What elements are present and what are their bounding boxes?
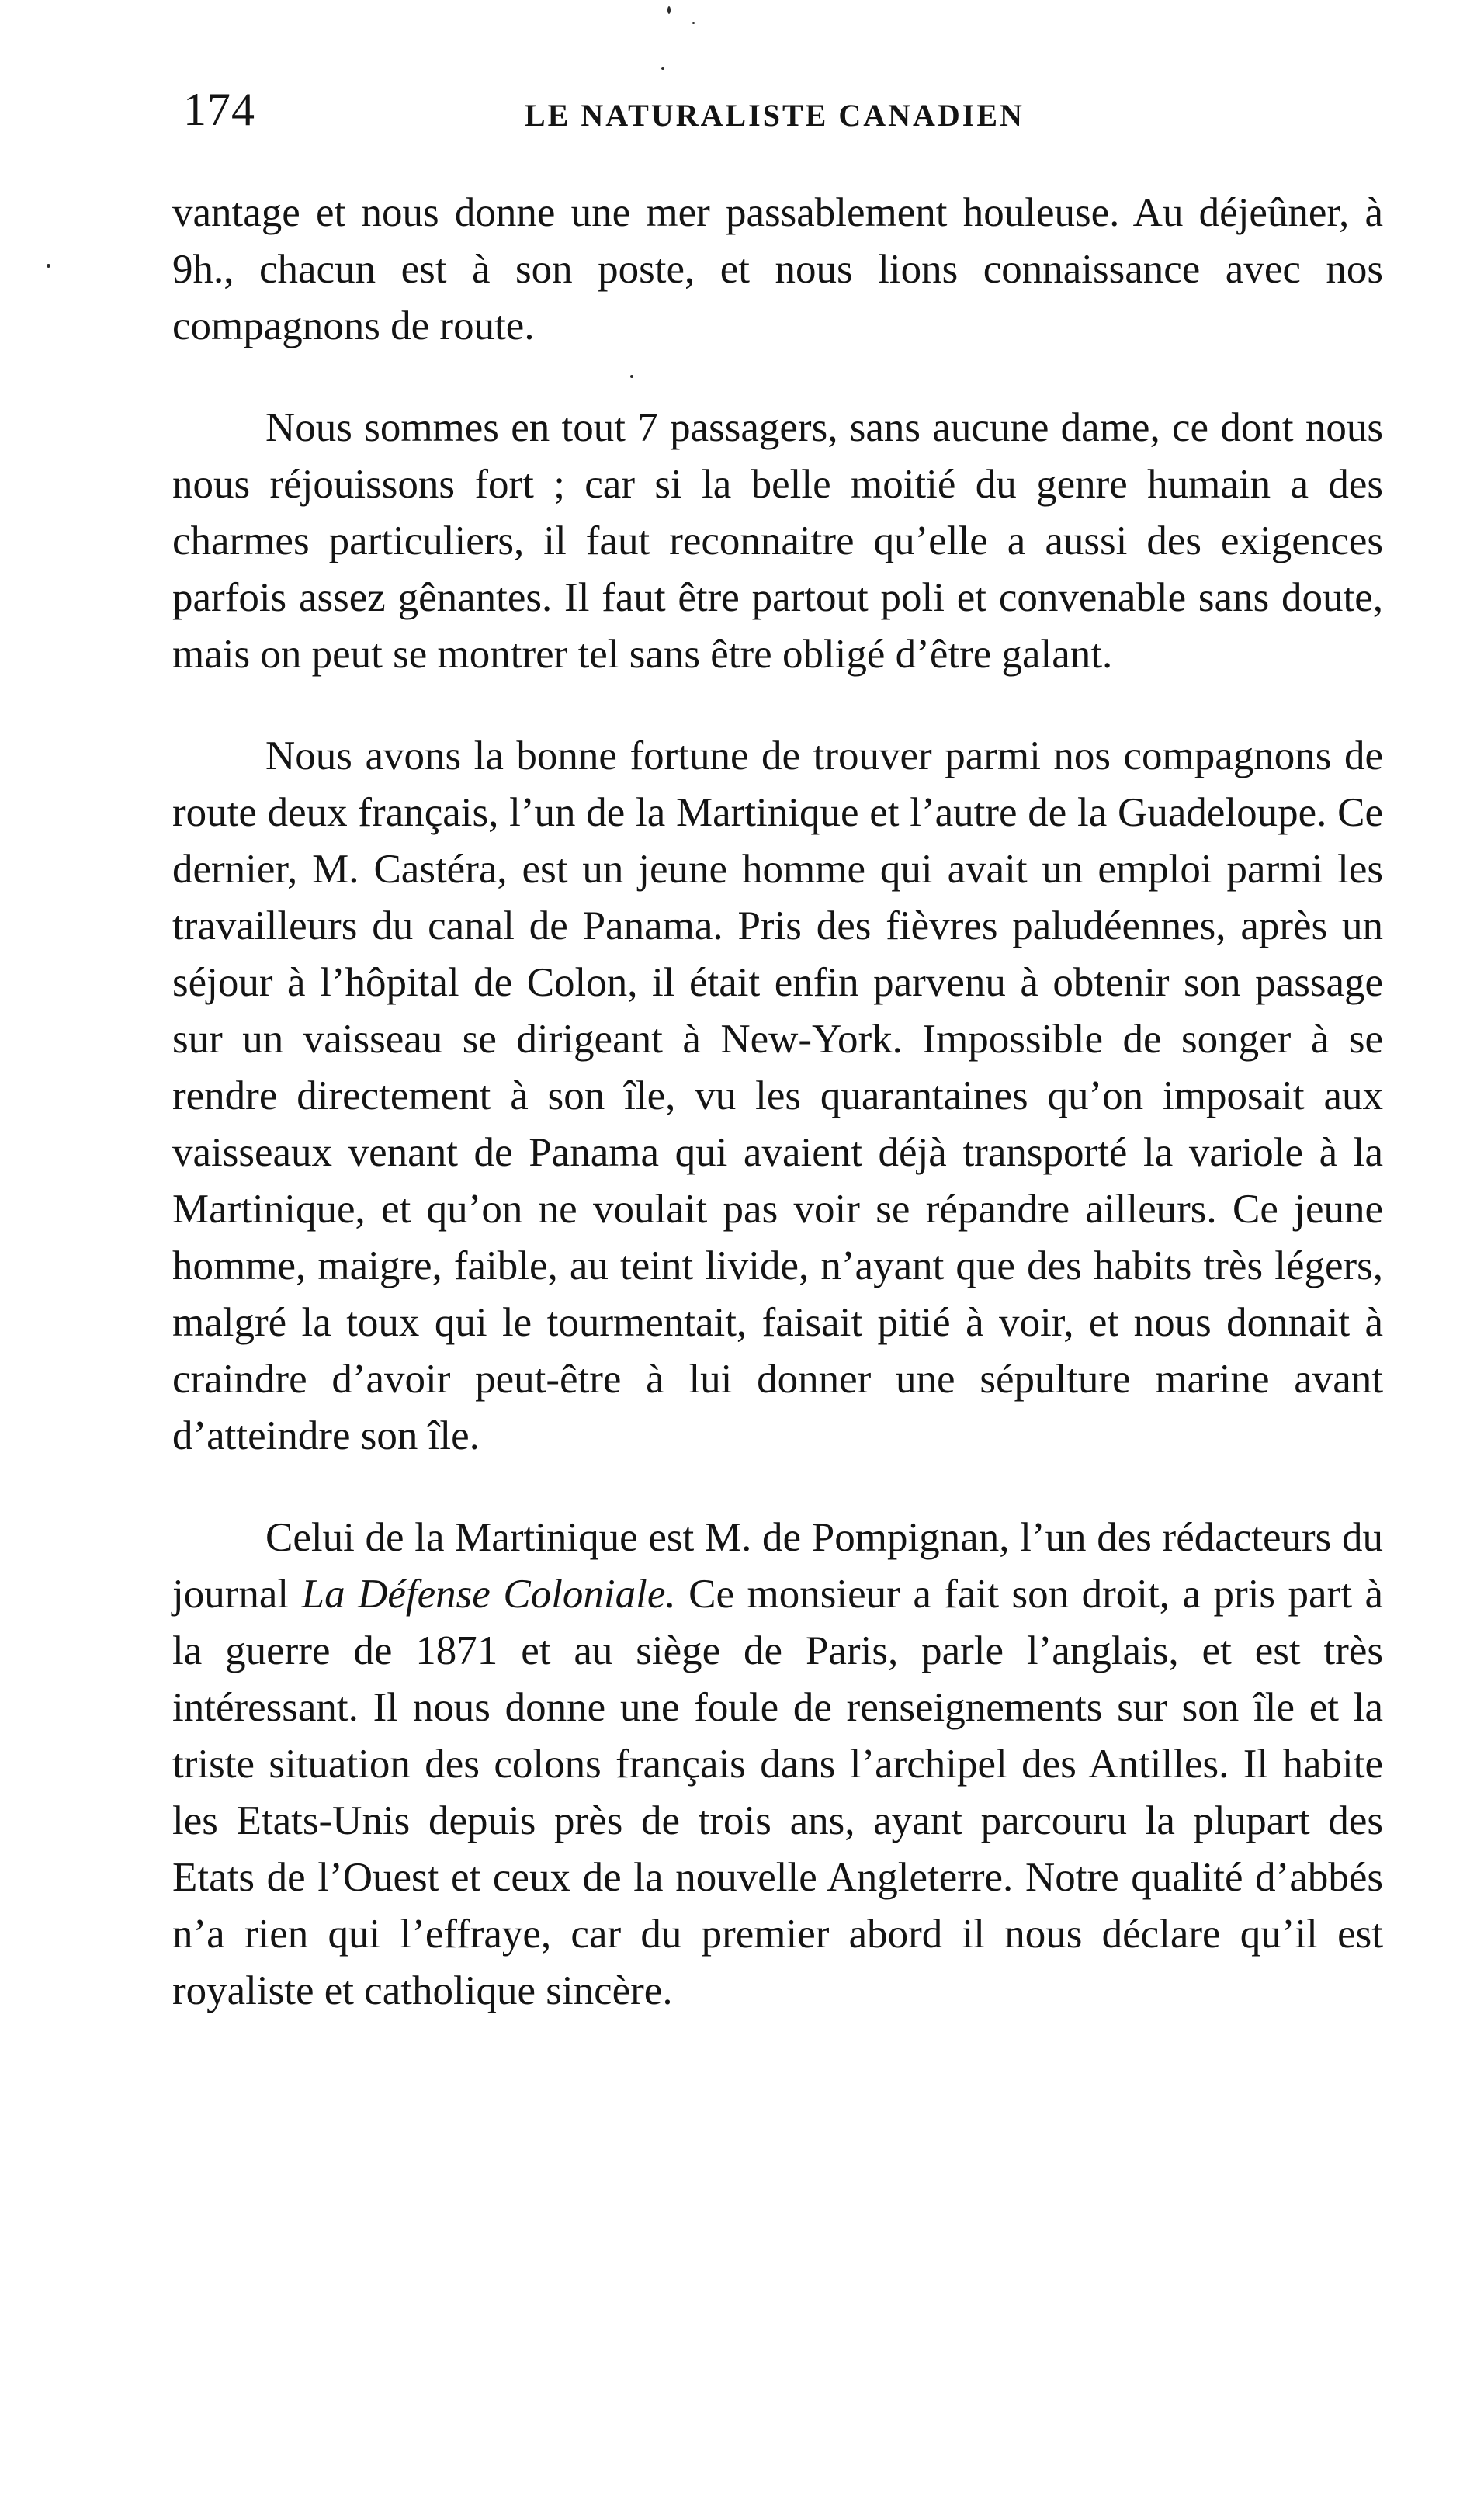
speck — [692, 22, 695, 24]
body-text — [172, 185, 1383, 2019]
paragraph-pompignan-start: Celui de la Martinique est M. de Pompignan, l’un des rédacteurs du journal — [172, 1515, 1383, 1617]
page-header — [183, 75, 1378, 144]
speck — [47, 264, 50, 268]
speck — [661, 67, 664, 70]
speck — [667, 6, 671, 14]
paragraph-passengers: Nous sommes en tout 7 passagers, sans aucune dame, ce dont nous nous réjouissons fort ; car si la belle moitié du genre humain a des charmes particuliers, il faut reconnaitre qu’elle a aussi des exigences parfois assez gênantes. Il faut être partout poli et convenable sans doute, mais on peut se montrer tel sans être obligé d’être galant. — [172, 405, 1383, 677]
running-title: LE NATURALISTE CANADIEN — [525, 98, 1025, 133]
paragraph-continuation: vantage et nous donne une mer passablement houleuse. Au déjeûner, à 9h., chacun est à son poste, et nous lions connaissance avec nos compagnons de route. — [172, 190, 1383, 348]
paragraph-pompignan-end: Ce monsieur a fait son droit, a pris part à la guerre de 1871 et au siège de Paris, parle l’anglais, et est très intéressant. Il nous donne une foule de renseignements sur son île et la triste situation des colons français dans l’archipel des Antilles. Il habite les Etats-Unis depuis près de trois ans, ayant parcouru la plupart des Etats de l’Ouest et ceux de la nouvelle Angleterre. Notre qualité d’abbés n’a rien qui l’effraye, car du premier abord il nous déclare qu’il est royaliste et catholique sincère. — [172, 1572, 1383, 2013]
journal-title: La Défense Coloniale. — [301, 1572, 676, 1617]
page-number: 174 — [183, 84, 255, 135]
paragraph-pompignan — [172, 1510, 1383, 2019]
paragraph-castera: Nous avons la bonne fortune de trouver parmi nos compagnons de route deux français, l’un de la Martinique et l’autre de la Guadeloupe. Ce dernier, M. Castéra, est un jeune homme qui avait un emploi parmi les travailleurs du canal de Panama. Pris des fièvres paludéennes, après un séjour à l’hôpital de Colon, il était enfin parvenu à obtenir son passage sur un vaisseau se dirigeant à New-York. Impossible de songer à se rendre directement à son île, vu les quarantaines qu’on imposait aux vaisseaux venant de Panama qui avaient déjà transporté la variole à la Martinique, et qu’on ne voulait pas voir se répandre ailleurs. Ce jeune homme, maigre, faible, au teint livide, n’ayant que des habits très légers, malgré la toux qui le tourmentait, faisait pitié à voir, et nous donnait à craindre d’avoir peut-être à lui donner une sépulture marine avant d’atteindre son île. — [172, 733, 1383, 1458]
